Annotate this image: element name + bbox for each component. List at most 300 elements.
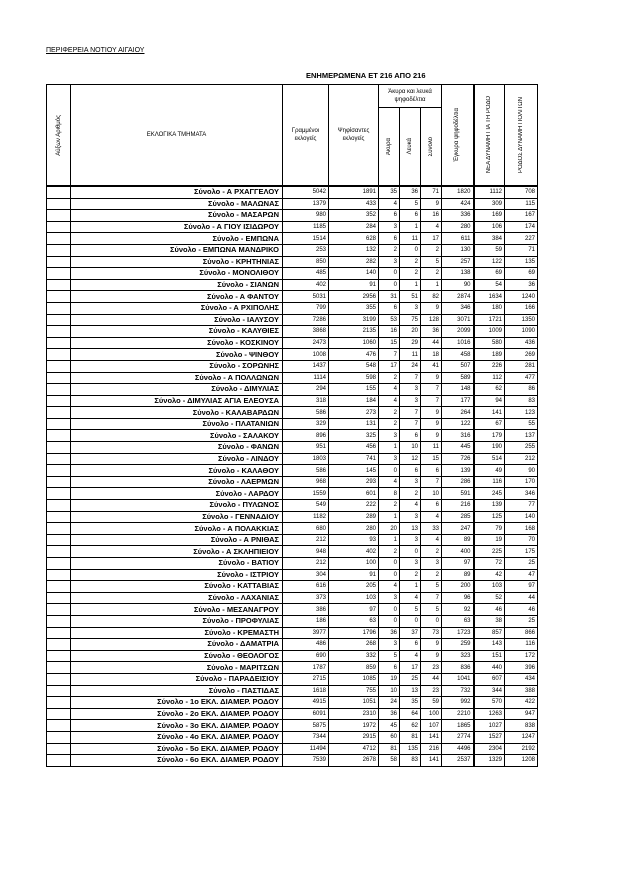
blank-cell: 2 (400, 256, 421, 268)
section-name-cell: Σύνολο - 2ο ΕΚΛ. ΔΙΑΜΕΡ. ΡΟΔΟΥ (71, 708, 283, 720)
section-name-cell: Σύνολο - Α ΓΙΟΥ ΙΣΙΔΩΡΟΥ (71, 221, 283, 233)
table-row (47, 581, 538, 593)
voted-cell: 1085 (329, 673, 379, 685)
table-row (47, 279, 538, 291)
voted-cell: 222 (329, 500, 379, 512)
voted-cell: 3199 (329, 314, 379, 326)
reg-cell: 3977 (283, 627, 329, 639)
tot-cell: 71 (421, 186, 442, 198)
valid-cell: 177 (442, 395, 474, 407)
tot-cell: 128 (421, 314, 442, 326)
voted-cell: 268 (329, 639, 379, 651)
table-row (47, 523, 538, 535)
section-name-cell: Σύνολο - 3ο ΕΚΛ. ΔΙΑΜΕΡ. ΡΟΔΟΥ (71, 720, 283, 732)
nd-cell: 1329 (474, 755, 505, 767)
valid-cell: 63 (442, 615, 474, 627)
tot-cell: 6 (421, 465, 442, 477)
section-name-cell: Σύνολο - ΣΙΑΝΩΝ (71, 279, 283, 291)
nd-cell: 179 (474, 430, 505, 442)
rd-cell: 1350 (505, 314, 538, 326)
serial-cell (47, 186, 71, 198)
valid-cell: 400 (442, 546, 474, 558)
nd-cell: 607 (474, 673, 505, 685)
voted-cell: 325 (329, 430, 379, 442)
reg-cell: 7344 (283, 731, 329, 743)
table-row (47, 198, 538, 210)
reg-cell: 304 (283, 569, 329, 581)
rd-cell: 167 (505, 210, 538, 222)
section-name-cell: Σύνολο - ΒΑΤΙΟΥ (71, 558, 283, 570)
tot-cell: 9 (421, 302, 442, 314)
table-row (47, 476, 538, 488)
voted-cell: 2310 (329, 708, 379, 720)
serial-cell (47, 453, 71, 465)
tot-cell: 4 (421, 534, 442, 546)
blank-cell: 135 (400, 743, 421, 755)
inv-cell: 24 (379, 697, 400, 709)
nd-cell: 514 (474, 453, 505, 465)
serial-cell (47, 708, 71, 720)
inv-cell: 2 (379, 546, 400, 558)
tot-cell: 9 (421, 430, 442, 442)
blank-cell: 17 (400, 662, 421, 674)
table-row (47, 418, 538, 430)
blank-cell: 20 (400, 326, 421, 338)
tot-cell: 44 (421, 337, 442, 349)
reg-cell: 1803 (283, 453, 329, 465)
rd-cell: 436 (505, 337, 538, 349)
inv-cell: 3 (379, 592, 400, 604)
tot-cell: 3 (421, 558, 442, 570)
blank-cell: 0 (400, 546, 421, 558)
rd-cell: 396 (505, 662, 538, 674)
table-row (47, 384, 538, 396)
serial-cell (47, 581, 71, 593)
inv-cell: 31 (379, 291, 400, 303)
rd-cell: 25 (505, 558, 538, 570)
blank-cell: 4 (400, 592, 421, 604)
inv-cell: 36 (379, 627, 400, 639)
section-name-cell: Σύνολο - Α ΡΝΙΘΑΣ (71, 534, 283, 546)
tot-cell: 0 (421, 615, 442, 627)
header-nd: ΝΕΑ ΔΥΝΑΜΗ ΓΙΑ ΤΗ ΡΟΔΟ (474, 85, 505, 187)
voted-cell: 2678 (329, 755, 379, 767)
section-name-cell: Σύνολο - ΚΡΗΤΗΝΙΑΣ (71, 256, 283, 268)
reg-cell: 948 (283, 546, 329, 558)
blank-cell: 6 (400, 430, 421, 442)
tot-cell: 33 (421, 523, 442, 535)
valid-cell: 89 (442, 569, 474, 581)
table-row (47, 615, 538, 627)
reg-cell: 11494 (283, 743, 329, 755)
serial-cell (47, 442, 71, 454)
header-serial: Αύξων Αριθμός (47, 85, 71, 187)
blank-cell: 7 (400, 418, 421, 430)
section-name-cell: Σύνολο - ΔΙΜΥΛΙΑΣ ΑΓΙΑ ΕΛΕΟΥΣΑ (71, 395, 283, 407)
serial-cell (47, 604, 71, 616)
nd-cell: 180 (474, 302, 505, 314)
rd-cell: 70 (505, 534, 538, 546)
table-row (47, 708, 538, 720)
valid-cell: 264 (442, 407, 474, 419)
serial-cell (47, 198, 71, 210)
section-name-cell: Σύνολο - Α ΠΟΛΛΩΝΩΝ (71, 372, 283, 384)
reg-cell: 968 (283, 476, 329, 488)
nd-cell: 1263 (474, 708, 505, 720)
valid-cell: 1723 (442, 627, 474, 639)
serial-cell (47, 546, 71, 558)
section-name-cell: Σύνολο - ΕΜΠΩΝΑ ΜΑΝΔΡΙΚΟ (71, 244, 283, 256)
table-row (47, 500, 538, 512)
valid-cell: 316 (442, 430, 474, 442)
section-name-cell: Σύνολο - 6ο ΕΚΛ. ΔΙΑΜΕΡ. ΡΟΔΟΥ (71, 755, 283, 767)
reg-cell: 318 (283, 395, 329, 407)
section-name-cell: Σύνολο - ΙΣΤΡΙΟΥ (71, 569, 283, 581)
voted-cell: 1060 (329, 337, 379, 349)
table-row (47, 360, 538, 372)
serial-cell (47, 662, 71, 674)
inv-cell: 0 (379, 569, 400, 581)
table-row (47, 720, 538, 732)
voted-cell: 293 (329, 476, 379, 488)
voted-cell: 4712 (329, 743, 379, 755)
section-name-cell: Σύνολο - ΠΑΡΑΔΕΙΣΙΟΥ (71, 673, 283, 685)
blank-cell: 5 (400, 198, 421, 210)
serial-cell (47, 244, 71, 256)
rd-cell: 172 (505, 650, 538, 662)
rd-cell: 69 (505, 268, 538, 280)
rd-cell: 269 (505, 349, 538, 361)
section-name-cell: Σύνολο - ΚΑΛΑΘΟΥ (71, 465, 283, 477)
section-name-cell: Σύνολο - Α ΡΧΙΠΟΛΗΣ (71, 302, 283, 314)
tot-cell: 1 (421, 279, 442, 291)
reg-cell: 7286 (283, 314, 329, 326)
table-row (47, 372, 538, 384)
tot-cell: 100 (421, 708, 442, 720)
voted-cell: 205 (329, 581, 379, 593)
serial-cell (47, 720, 71, 732)
section-name-cell: Σύνολο - ΠΛΑΤΑΝΙΩΝ (71, 418, 283, 430)
reg-cell: 402 (283, 279, 329, 291)
rd-cell: 1240 (505, 291, 538, 303)
reg-cell: 6091 (283, 708, 329, 720)
rd-cell: 947 (505, 708, 538, 720)
voted-cell: 2915 (329, 731, 379, 743)
reg-cell: 5042 (283, 186, 329, 198)
section-name-cell: Σύνολο - ΚΑΛΑΒΑΡΔΩΝ (71, 407, 283, 419)
table-row (47, 186, 538, 198)
inv-cell: 2 (379, 244, 400, 256)
table-row (47, 314, 538, 326)
valid-cell: 89 (442, 534, 474, 546)
tot-cell: 6 (421, 500, 442, 512)
voted-cell: 155 (329, 384, 379, 396)
section-name-cell: Σύνολο - ΚΑΛΥΘΙΕΣ (71, 326, 283, 338)
section-name-cell: Σύνολο - ΨΙΝΘΟΥ (71, 349, 283, 361)
inv-cell: 20 (379, 523, 400, 535)
serial-cell (47, 407, 71, 419)
rd-cell: 1090 (505, 326, 538, 338)
serial-cell (47, 233, 71, 245)
blank-cell: 3 (400, 558, 421, 570)
valid-cell: 2774 (442, 731, 474, 743)
reg-cell: 1182 (283, 511, 329, 523)
reg-cell: 1185 (283, 221, 329, 233)
rd-cell: 170 (505, 476, 538, 488)
section-name-cell: Σύνολο - 5ο ΕΚΛ. ΔΙΑΜΕΡ. ΡΟΔΟΥ (71, 743, 283, 755)
nd-cell: 344 (474, 685, 505, 697)
inv-cell: 6 (379, 233, 400, 245)
rd-cell: 116 (505, 639, 538, 651)
serial-cell (47, 372, 71, 384)
section-name-cell: Σύνολο - Α ΣΚΛΗΠΙΕΙΟΥ (71, 546, 283, 558)
tot-cell: 44 (421, 673, 442, 685)
voted-cell: 1891 (329, 186, 379, 198)
valid-cell: 458 (442, 349, 474, 361)
blank-cell: 62 (400, 720, 421, 732)
header-invalid: Άκυρα (379, 108, 400, 186)
voted-cell: 2135 (329, 326, 379, 338)
serial-cell (47, 384, 71, 396)
tot-cell: 141 (421, 755, 442, 767)
nd-cell: 384 (474, 233, 505, 245)
section-name-cell: Σύνολο - ΜΑΣΑΡΩΝ (71, 210, 283, 222)
rd-cell: 1247 (505, 731, 538, 743)
inv-cell: 2 (379, 500, 400, 512)
nd-cell: 1009 (474, 326, 505, 338)
nd-cell: 857 (474, 627, 505, 639)
reg-cell: 980 (283, 210, 329, 222)
nd-cell: 189 (474, 349, 505, 361)
rd-cell: 83 (505, 395, 538, 407)
serial-cell (47, 221, 71, 233)
valid-cell: 732 (442, 685, 474, 697)
serial-cell (47, 291, 71, 303)
reg-cell: 799 (283, 302, 329, 314)
inv-cell: 4 (379, 581, 400, 593)
serial-cell (47, 569, 71, 581)
section-name-cell: Σύνολο - ΜΟΝΟΛΙΘΟΥ (71, 268, 283, 280)
rd-cell: 77 (505, 500, 538, 512)
reg-cell: 4915 (283, 697, 329, 709)
rd-cell: 135 (505, 256, 538, 268)
voted-cell: 355 (329, 302, 379, 314)
reg-cell: 951 (283, 442, 329, 454)
blank-cell: 11 (400, 349, 421, 361)
serial-cell (47, 731, 71, 743)
voted-cell: 548 (329, 360, 379, 372)
table-row (47, 604, 538, 616)
nd-cell: 38 (474, 615, 505, 627)
valid-cell: 97 (442, 558, 474, 570)
inv-cell: 58 (379, 755, 400, 767)
header-blank: Λευκά (400, 108, 421, 186)
rd-cell: 838 (505, 720, 538, 732)
section-name-cell: Σύνολο - 1ο ΕΚΛ. ΔΙΑΜΕΡ. ΡΟΔΟΥ (71, 697, 283, 709)
section-name-cell: Σύνολο - ΚΡΕΜΑΣΤΗ (71, 627, 283, 639)
rd-cell: 115 (505, 198, 538, 210)
nd-cell: 106 (474, 221, 505, 233)
valid-cell: 148 (442, 384, 474, 396)
voted-cell: 97 (329, 604, 379, 616)
serial-cell (47, 268, 71, 280)
inv-cell: 4 (379, 384, 400, 396)
serial-cell (47, 476, 71, 488)
blank-cell: 24 (400, 360, 421, 372)
blank-cell: 3 (400, 384, 421, 396)
inv-cell: 35 (379, 186, 400, 198)
valid-cell: 1041 (442, 673, 474, 685)
table-row (47, 291, 538, 303)
blank-cell: 3 (400, 534, 421, 546)
tot-cell: 7 (421, 395, 442, 407)
reg-cell: 680 (283, 523, 329, 535)
rd-cell: 55 (505, 418, 538, 430)
inv-cell: 6 (379, 662, 400, 674)
table-row (47, 395, 538, 407)
rd-cell: 36 (505, 279, 538, 291)
rd-cell: 25 (505, 615, 538, 627)
nd-cell: 54 (474, 279, 505, 291)
blank-cell: 1 (400, 279, 421, 291)
reg-cell: 1618 (283, 685, 329, 697)
valid-cell: 286 (442, 476, 474, 488)
section-name-cell: Σύνολο - ΠΑΣΤΙΔΑΣ (71, 685, 283, 697)
blank-cell: 6 (400, 210, 421, 222)
inv-cell: 19 (379, 673, 400, 685)
update-status: ΕΝΗΜΕΡΩΜΕΝΑ ΕΤ 216 ΑΠΟ 216 (306, 71, 426, 80)
header-rd: ΡΟΔΟΣ ΔΥΝΑΜΗ ΠΟΛΙΤΩΝ (505, 85, 538, 187)
blank-cell: 13 (400, 685, 421, 697)
inv-cell: 2 (379, 418, 400, 430)
nd-cell: 225 (474, 546, 505, 558)
tot-cell: 9 (421, 650, 442, 662)
tot-cell: 4 (421, 511, 442, 523)
table-row (47, 627, 538, 639)
nd-cell: 226 (474, 360, 505, 372)
voted-cell: 1972 (329, 720, 379, 732)
reg-cell: 1514 (283, 233, 329, 245)
inv-cell: 7 (379, 349, 400, 361)
blank-cell: 3 (400, 395, 421, 407)
rd-cell: 90 (505, 465, 538, 477)
header-sections: ΕΚΛΟΓΙΚΑ ΤΜΗΜΑΤΑ (71, 85, 283, 187)
valid-cell: 611 (442, 233, 474, 245)
serial-cell (47, 627, 71, 639)
rd-cell: 1208 (505, 755, 538, 767)
inv-cell: 4 (379, 395, 400, 407)
serial-cell (47, 430, 71, 442)
voted-cell: 332 (329, 650, 379, 662)
valid-cell: 4496 (442, 743, 474, 755)
blank-cell: 64 (400, 708, 421, 720)
valid-cell: 2099 (442, 326, 474, 338)
inv-cell: 8 (379, 488, 400, 500)
inv-cell: 1 (379, 534, 400, 546)
reg-cell: 386 (283, 604, 329, 616)
table-row (47, 650, 538, 662)
tot-cell: 15 (421, 453, 442, 465)
nd-cell: 141 (474, 407, 505, 419)
reg-cell: 212 (283, 558, 329, 570)
inv-cell: 1 (379, 511, 400, 523)
section-name-cell: Σύνολο - ΠΥΛΩΝΟΣ (71, 500, 283, 512)
valid-cell: 424 (442, 198, 474, 210)
valid-cell: 2874 (442, 291, 474, 303)
rd-cell: 168 (505, 523, 538, 535)
voted-cell: 1796 (329, 627, 379, 639)
valid-cell: 130 (442, 244, 474, 256)
valid-cell: 445 (442, 442, 474, 454)
section-name-cell: Σύνολο - ΕΜΠΩΝΑ (71, 233, 283, 245)
rd-cell: 281 (505, 360, 538, 372)
valid-cell: 1820 (442, 186, 474, 198)
blank-cell: 51 (400, 291, 421, 303)
rd-cell: 346 (505, 488, 538, 500)
tot-cell: 9 (421, 418, 442, 430)
reg-cell: 294 (283, 384, 329, 396)
blank-cell: 4 (400, 500, 421, 512)
table-row (47, 673, 538, 685)
serial-cell (47, 650, 71, 662)
table-row (47, 210, 538, 222)
voted-cell: 755 (329, 685, 379, 697)
blank-cell: 37 (400, 627, 421, 639)
blank-cell: 13 (400, 523, 421, 535)
nd-cell: 59 (474, 244, 505, 256)
voted-cell: 1051 (329, 697, 379, 709)
inv-cell: 0 (379, 615, 400, 627)
tot-cell: 2 (421, 546, 442, 558)
rd-cell: 46 (505, 604, 538, 616)
nd-cell: 62 (474, 384, 505, 396)
tot-cell: 9 (421, 372, 442, 384)
inv-cell: 0 (379, 279, 400, 291)
voted-cell: 131 (329, 418, 379, 430)
tot-cell: 5 (421, 604, 442, 616)
voted-cell: 476 (329, 349, 379, 361)
nd-cell: 245 (474, 488, 505, 500)
serial-cell (47, 326, 71, 338)
inv-cell: 6 (379, 302, 400, 314)
results-table (46, 84, 538, 767)
nd-cell: 46 (474, 604, 505, 616)
blank-cell: 29 (400, 337, 421, 349)
serial-cell (47, 697, 71, 709)
inv-cell: 4 (379, 198, 400, 210)
blank-cell: 1 (400, 581, 421, 593)
serial-cell (47, 685, 71, 697)
table-row (47, 731, 538, 743)
reg-cell: 586 (283, 407, 329, 419)
table-row (47, 534, 538, 546)
voted-cell: 103 (329, 592, 379, 604)
serial-cell (47, 511, 71, 523)
tot-cell: 73 (421, 627, 442, 639)
table-row (47, 326, 538, 338)
inv-cell: 3 (379, 221, 400, 233)
blank-cell: 83 (400, 755, 421, 767)
blank-cell: 4 (400, 650, 421, 662)
inv-cell: 0 (379, 465, 400, 477)
reg-cell: 2473 (283, 337, 329, 349)
blank-cell: 35 (400, 697, 421, 709)
nd-cell: 1112 (474, 186, 505, 198)
nd-cell: 42 (474, 569, 505, 581)
reg-cell: 690 (283, 650, 329, 662)
blank-cell: 11 (400, 233, 421, 245)
valid-cell: 591 (442, 488, 474, 500)
